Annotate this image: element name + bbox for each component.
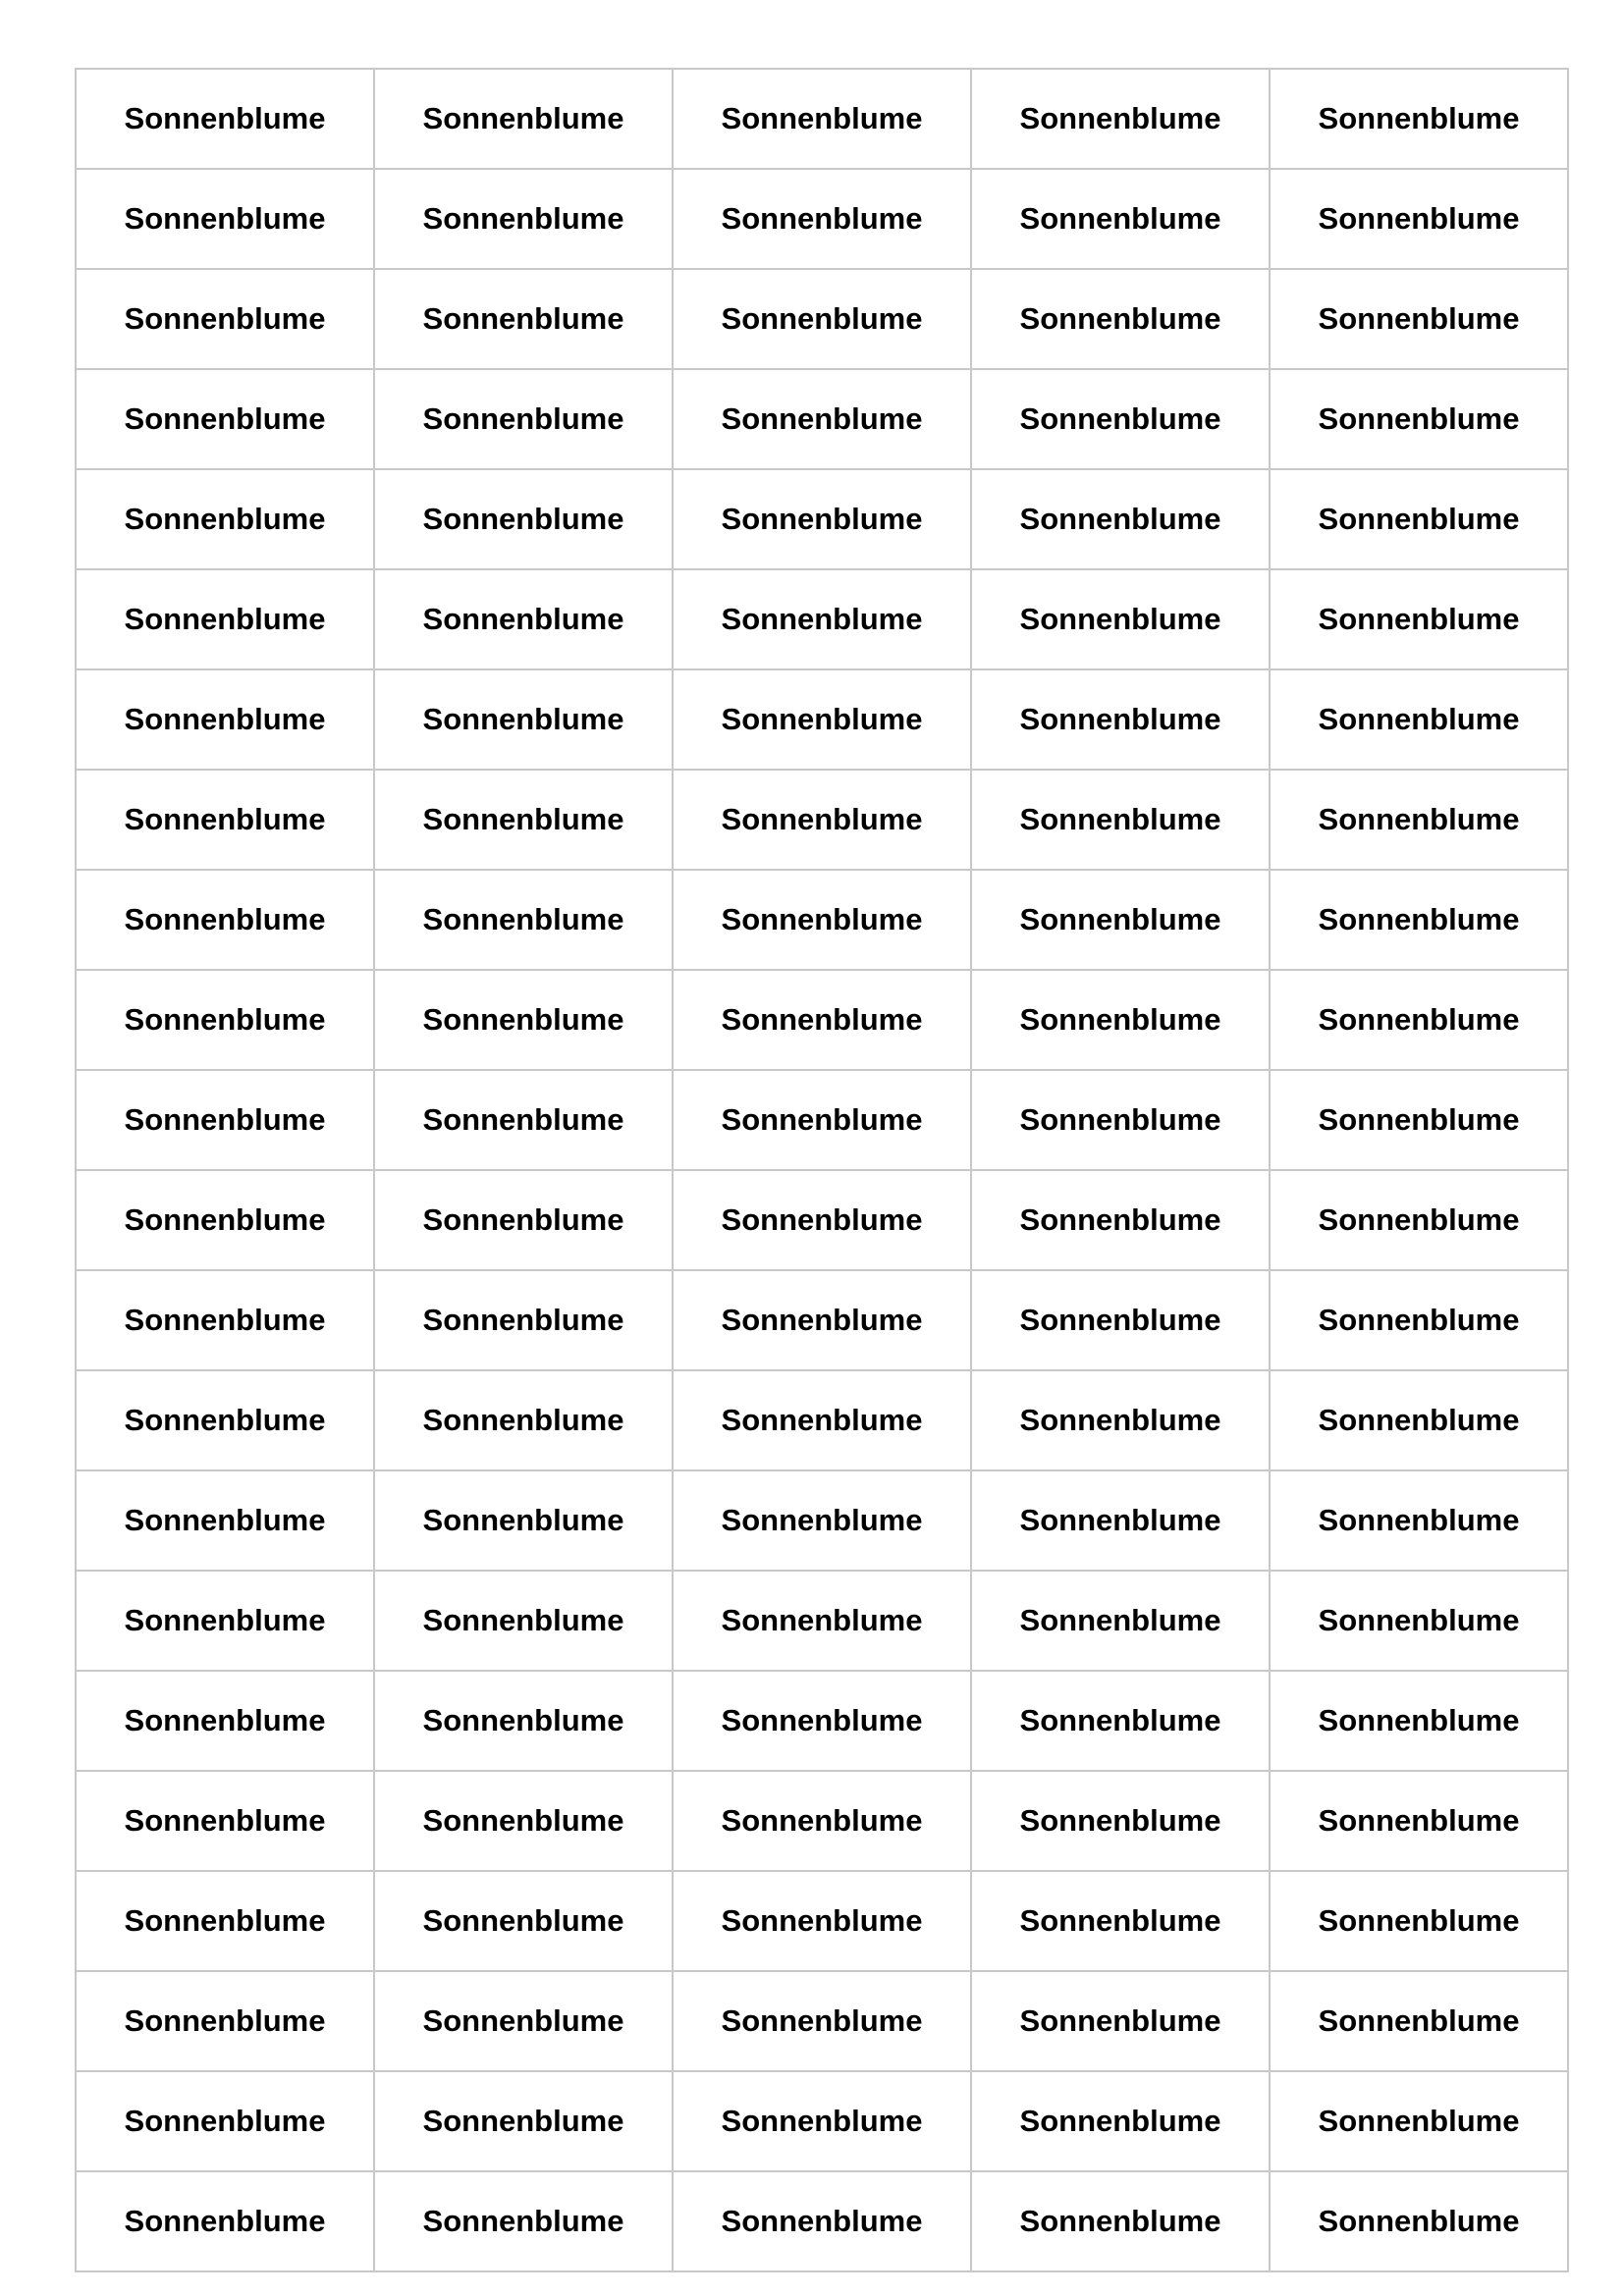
label-row bbox=[76, 970, 1568, 1070]
label-cell: Sonnenblume bbox=[76, 1370, 374, 1470]
label-cell: Sonnenblume bbox=[971, 69, 1270, 169]
label-row bbox=[76, 1270, 1568, 1370]
label-cell: Sonnenblume bbox=[1270, 1771, 1568, 1871]
label-cell: Sonnenblume bbox=[76, 1170, 374, 1270]
label-cell: Sonnenblume bbox=[76, 1270, 374, 1370]
label-cell: Sonnenblume bbox=[76, 1571, 374, 1671]
label-cell: Sonnenblume bbox=[1270, 970, 1568, 1070]
label-cell: Sonnenblume bbox=[673, 970, 971, 1070]
label-cell: Sonnenblume bbox=[673, 469, 971, 569]
label-cell: Sonnenblume bbox=[374, 1070, 673, 1170]
label-cell: Sonnenblume bbox=[673, 569, 971, 669]
label-row bbox=[76, 1871, 1568, 1971]
label-cell: Sonnenblume bbox=[374, 1370, 673, 1470]
label-cell: Sonnenblume bbox=[1270, 1070, 1568, 1170]
label-cell: Sonnenblume bbox=[1270, 469, 1568, 569]
label-cell: Sonnenblume bbox=[673, 770, 971, 870]
label-cell: Sonnenblume bbox=[76, 1771, 374, 1871]
label-cell: Sonnenblume bbox=[971, 669, 1270, 770]
label-cell: Sonnenblume bbox=[673, 1070, 971, 1170]
label-cell: Sonnenblume bbox=[1270, 1170, 1568, 1270]
label-cell: Sonnenblume bbox=[374, 1971, 673, 2071]
label-cell: Sonnenblume bbox=[673, 1470, 971, 1571]
label-cell: Sonnenblume bbox=[1270, 1871, 1568, 1971]
label-cell: Sonnenblume bbox=[76, 770, 374, 870]
label-cell: Sonnenblume bbox=[971, 1671, 1270, 1771]
label-cell: Sonnenblume bbox=[374, 669, 673, 770]
label-cell: Sonnenblume bbox=[374, 2071, 673, 2171]
label-cell: Sonnenblume bbox=[971, 1270, 1270, 1370]
label-cell: Sonnenblume bbox=[673, 1671, 971, 1771]
label-cell: Sonnenblume bbox=[971, 1871, 1270, 1971]
label-cell: Sonnenblume bbox=[1270, 1470, 1568, 1571]
label-cell: Sonnenblume bbox=[76, 169, 374, 269]
label-cell: Sonnenblume bbox=[1270, 569, 1568, 669]
label-row bbox=[76, 2071, 1568, 2171]
label-cell: Sonnenblume bbox=[673, 269, 971, 369]
label-cell: Sonnenblume bbox=[673, 870, 971, 970]
label-cell: Sonnenblume bbox=[374, 369, 673, 469]
label-cell: Sonnenblume bbox=[1270, 269, 1568, 369]
label-row bbox=[76, 1070, 1568, 1170]
label-cell: Sonnenblume bbox=[374, 970, 673, 1070]
label-row bbox=[76, 2171, 1568, 2271]
label-cell: Sonnenblume bbox=[76, 669, 374, 770]
label-cell: Sonnenblume bbox=[1270, 1971, 1568, 2071]
label-cell: Sonnenblume bbox=[1270, 69, 1568, 169]
label-cell: Sonnenblume bbox=[76, 369, 374, 469]
label-row bbox=[76, 1370, 1568, 1470]
label-cell: Sonnenblume bbox=[374, 169, 673, 269]
label-cell: Sonnenblume bbox=[374, 870, 673, 970]
label-row bbox=[76, 1470, 1568, 1571]
label-cell: Sonnenblume bbox=[971, 1370, 1270, 1470]
label-cell: Sonnenblume bbox=[76, 569, 374, 669]
label-cell: Sonnenblume bbox=[673, 69, 971, 169]
label-cell: Sonnenblume bbox=[374, 569, 673, 669]
label-row bbox=[76, 569, 1568, 669]
label-cell: Sonnenblume bbox=[76, 2071, 374, 2171]
label-cell: Sonnenblume bbox=[673, 1170, 971, 1270]
label-row bbox=[76, 669, 1568, 770]
label-cell: Sonnenblume bbox=[76, 1070, 374, 1170]
label-cell: Sonnenblume bbox=[971, 1971, 1270, 2071]
label-grid-body bbox=[76, 69, 1568, 2271]
label-cell: Sonnenblume bbox=[673, 169, 971, 269]
label-cell: Sonnenblume bbox=[1270, 369, 1568, 469]
label-cell: Sonnenblume bbox=[76, 2171, 374, 2271]
label-cell: Sonnenblume bbox=[673, 1871, 971, 1971]
label-cell: Sonnenblume bbox=[1270, 2071, 1568, 2171]
label-cell: Sonnenblume bbox=[673, 1971, 971, 2071]
label-cell: Sonnenblume bbox=[1270, 169, 1568, 269]
label-cell: Sonnenblume bbox=[971, 970, 1270, 1070]
label-cell: Sonnenblume bbox=[971, 269, 1270, 369]
label-cell: Sonnenblume bbox=[971, 2071, 1270, 2171]
label-cell: Sonnenblume bbox=[76, 469, 374, 569]
label-cell: Sonnenblume bbox=[76, 1470, 374, 1571]
label-cell: Sonnenblume bbox=[1270, 770, 1568, 870]
label-cell: Sonnenblume bbox=[374, 269, 673, 369]
label-row bbox=[76, 1771, 1568, 1871]
label-cell: Sonnenblume bbox=[76, 1871, 374, 1971]
label-cell: Sonnenblume bbox=[673, 369, 971, 469]
label-cell: Sonnenblume bbox=[1270, 1370, 1568, 1470]
label-row bbox=[76, 1170, 1568, 1270]
label-cell: Sonnenblume bbox=[374, 1671, 673, 1771]
label-cell: Sonnenblume bbox=[1270, 669, 1568, 770]
label-cell: Sonnenblume bbox=[971, 469, 1270, 569]
label-cell: Sonnenblume bbox=[971, 870, 1270, 970]
label-row bbox=[76, 469, 1568, 569]
label-cell: Sonnenblume bbox=[971, 369, 1270, 469]
label-cell: Sonnenblume bbox=[673, 2071, 971, 2171]
label-cell: Sonnenblume bbox=[374, 1771, 673, 1871]
label-cell: Sonnenblume bbox=[1270, 1571, 1568, 1671]
label-cell: Sonnenblume bbox=[76, 1971, 374, 2071]
label-cell: Sonnenblume bbox=[374, 1270, 673, 1370]
label-cell: Sonnenblume bbox=[673, 1270, 971, 1370]
label-row bbox=[76, 269, 1568, 369]
label-cell: Sonnenblume bbox=[971, 169, 1270, 269]
label-row bbox=[76, 169, 1568, 269]
label-cell: Sonnenblume bbox=[374, 69, 673, 169]
label-row bbox=[76, 770, 1568, 870]
label-cell: Sonnenblume bbox=[374, 1871, 673, 1971]
label-cell: Sonnenblume bbox=[673, 669, 971, 770]
label-cell: Sonnenblume bbox=[971, 1771, 1270, 1871]
label-cell: Sonnenblume bbox=[374, 770, 673, 870]
label-cell: Sonnenblume bbox=[374, 1170, 673, 1270]
label-cell: Sonnenblume bbox=[971, 569, 1270, 669]
label-cell: Sonnenblume bbox=[374, 2171, 673, 2271]
label-cell: Sonnenblume bbox=[673, 1571, 971, 1671]
label-cell: Sonnenblume bbox=[1270, 1671, 1568, 1771]
label-cell: Sonnenblume bbox=[971, 770, 1270, 870]
label-cell: Sonnenblume bbox=[673, 1771, 971, 1871]
label-cell: Sonnenblume bbox=[374, 1470, 673, 1571]
label-row bbox=[76, 69, 1568, 169]
label-cell: Sonnenblume bbox=[971, 1170, 1270, 1270]
label-cell: Sonnenblume bbox=[76, 69, 374, 169]
label-cell: Sonnenblume bbox=[374, 1571, 673, 1671]
label-row bbox=[76, 1671, 1568, 1771]
label-cell: Sonnenblume bbox=[971, 1070, 1270, 1170]
label-cell: Sonnenblume bbox=[76, 870, 374, 970]
label-cell: Sonnenblume bbox=[971, 2171, 1270, 2271]
label-cell: Sonnenblume bbox=[1270, 870, 1568, 970]
label-cell: Sonnenblume bbox=[673, 1370, 971, 1470]
label-row bbox=[76, 369, 1568, 469]
label-cell: Sonnenblume bbox=[1270, 2171, 1568, 2271]
label-cell: Sonnenblume bbox=[76, 1671, 374, 1771]
label-grid bbox=[75, 68, 1569, 2272]
label-cell: Sonnenblume bbox=[673, 2171, 971, 2271]
label-row bbox=[76, 1971, 1568, 2071]
label-cell: Sonnenblume bbox=[76, 970, 374, 1070]
label-cell: Sonnenblume bbox=[374, 469, 673, 569]
label-row bbox=[76, 870, 1568, 970]
label-cell: Sonnenblume bbox=[76, 269, 374, 369]
label-cell: Sonnenblume bbox=[1270, 1270, 1568, 1370]
label-row bbox=[76, 1571, 1568, 1671]
label-cell: Sonnenblume bbox=[971, 1571, 1270, 1671]
label-cell: Sonnenblume bbox=[971, 1470, 1270, 1571]
